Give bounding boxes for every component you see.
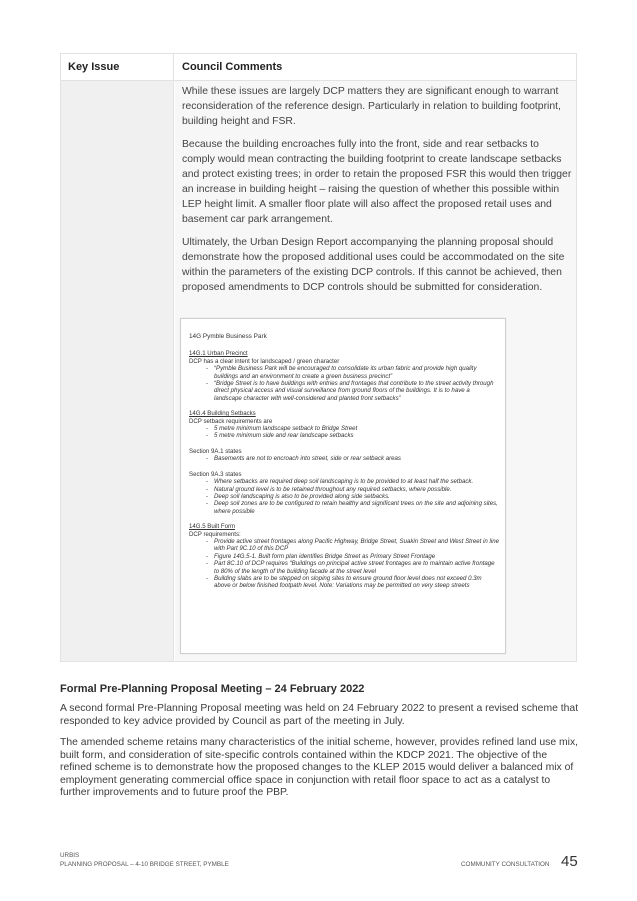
excerpt-text: DCP requirements: (189, 530, 241, 538)
body-paragraph-1: A second formal Pre-Planning Proposal meeting was held on 24 February 2022 to present a revised scheme that responded to key advice provided by Council as part of the meeting in July. (60, 703, 579, 727)
header-council-comments: Council Comments (182, 61, 283, 73)
section-heading: Formal Pre-Planning Proposal Meeting – 24 February 2022 (60, 683, 365, 695)
excerpt-title: 14G Pymble Business Park (189, 333, 267, 340)
excerpt-bullet: - 5 metre minimum side and rear landscape setbacks (206, 432, 354, 440)
excerpt-bullet: - Where setbacks are required deep soil landscaping is to be provided to at least half the setback. (206, 478, 474, 486)
excerpt-bullet: - “Pymble Business Park will be encouraged to consolidate its urban fabric and provide high quality buildings and an environment to create a green business precinct” (206, 365, 477, 380)
excerpt-heading-setbacks: 14G.4 Building Setbacks (189, 410, 256, 418)
excerpt-bullet: - Natural ground level is to be retained throughout any required setbacks, where possible. (206, 485, 452, 493)
excerpt-heading-urban-precinct: 14G.1 Urban Precinct (189, 350, 248, 358)
excerpt-bullet: - Provide active street frontages along Pacific Highway, Bridge Street, Suakin Street and West Street in line with Part 9C.10 of this DCP (206, 537, 499, 553)
page-number: 45 (561, 853, 578, 870)
issues-table (60, 53, 577, 662)
excerpt-bullet: - Part 8C.10 of DCP requires “Buildings on principal active street frontages are to maintain active frontage to 80% of the length of the building facade at the street level (206, 560, 495, 575)
comment-paragraph-2: Because the building encroaches fully into the front, side and rear setbacks to comply would mean contracting the building footprint to create landscape setbacks and protect existing trees; in order to retain the proposed FSR this would then trigger an increase in building height – raising the question of whether this possible within LEP height limit. A smaller floor plate will also affect the proposed retail uses and basement car park arrangement. (182, 139, 572, 225)
excerpt-bullet: - Deep soil zones are to be configured to retain healthy and significant trees on the site and adjoining sites, where possible (206, 500, 498, 515)
excerpt-heading-9a3: Section 9A.3 states (189, 470, 242, 478)
excerpt-heading-built-form: 14G.5 Built Form (189, 523, 236, 531)
excerpt-bullet: - “Bridge Street is to have buildings with entries and frontages that contribute to the street activity through direct physical access and visual surveillance from ground floors of the buildings. It is to have a landscape character with well-considered and planted front setbacks” (206, 380, 494, 402)
body-paragraph-2: The amended scheme retains many characteristics of the initial scheme, however, provides refined land use mix, built form, and consideration of site-specific controls contained within the KDCP 2021. The objective of the refined scheme is to demonstrate how the proposed changes to the KLEP 2015 would deliver a balanced mix of employment generating commercial office space in conjunction with retail floor space to act as a catalyst to further improvements and to future proof the PBP. (60, 737, 579, 798)
footer-document-title: PLANNING PROPOSAL – 4-10 BRIDGE STREET, PYMBLE (60, 861, 229, 868)
excerpt-bullet: - 5 metre minimum landscape setback to Bridge Street (206, 425, 358, 433)
header-key-issue: Key Issue (68, 61, 120, 73)
footer-org: URBIS (60, 852, 80, 859)
dcp-excerpt-image (180, 318, 506, 654)
excerpt-bullet: - Basements are not to encroach into street, side or rear setback areas (206, 455, 401, 463)
comment-paragraph-3: Ultimately, the Urban Design Report accompanying the planning proposal should demonstrate how the proposed additional uses could be accommodated on the site within the parameters of the existing DCP controls. If this cannot be achieved, then proposed amendments to DCP controls should be submitted for consideration. (182, 237, 565, 293)
comment-paragraph-1: While these issues are largely DCP matters they are significant enough to warrant reconsideration of the reference design. Particularly in relation to building footprint, building height and FSR. (182, 86, 561, 127)
excerpt-bullet: - Deep soil landscaping is also to be provided along side setbacks. (206, 492, 390, 500)
excerpt-bullet: - Building slabs are to be stepped on sloping sites to ensure ground floor level does not exceed 0.3m above or below finished footpath level. Note: Variations may be permitted on very steep streets (206, 574, 482, 590)
key-issue-cell (61, 81, 174, 661)
excerpt-heading-9a1: Section 9A.1 states (189, 447, 242, 455)
footer-section: COMMUNITY CONSULTATION (461, 861, 550, 868)
excerpt-text: DCP has a clear intent for landscaped / green character (189, 357, 340, 365)
excerpt-text: DCP setback requirements are (189, 417, 273, 425)
excerpt-bullet: - Figure 14G.5-1. Built form plan identifies Bridge Street as Primary Street Frontage (206, 552, 436, 560)
